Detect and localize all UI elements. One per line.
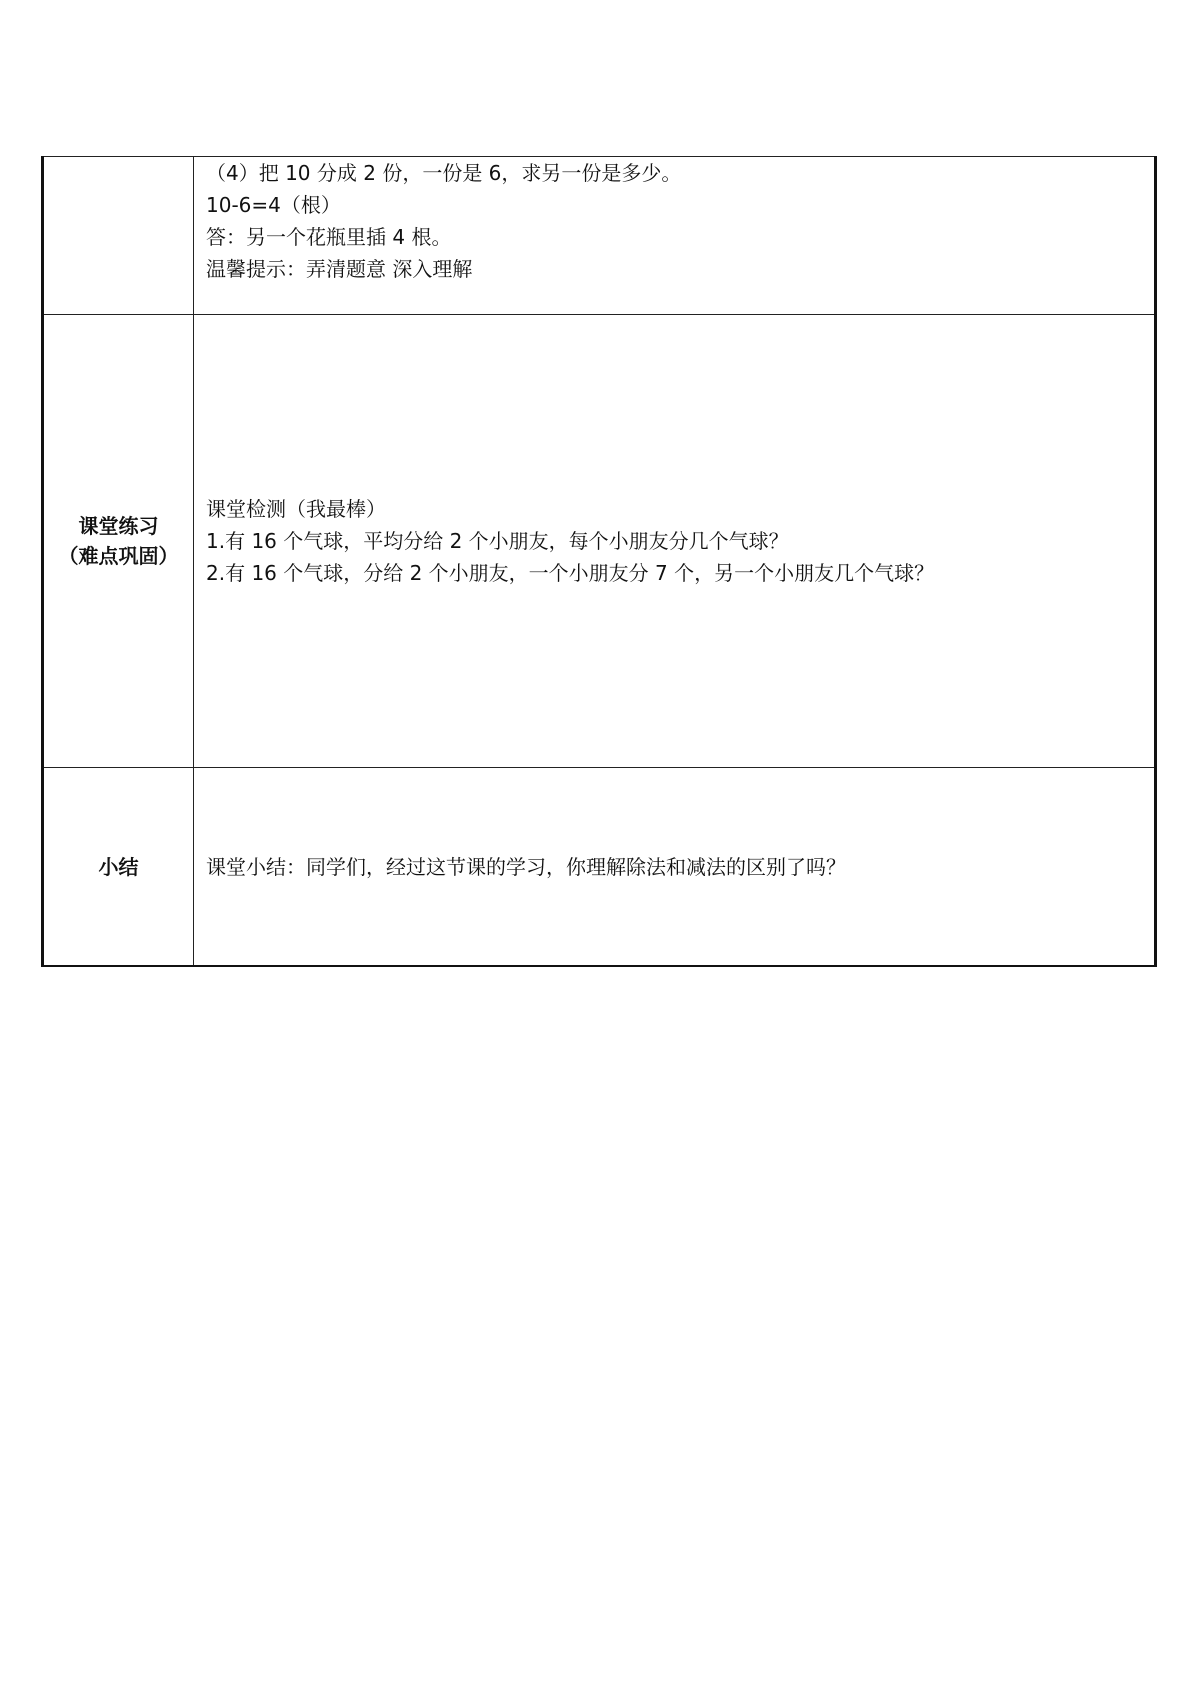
practice-question-2: 2.有 16 个气球，分给 2 个小朋友，一个小朋友分 7 个，另一个小朋友几个气球？ [206,561,935,585]
lesson-plan-table [41,156,1157,967]
row-label-class-practice [43,315,194,768]
table-row-class-practice [43,315,1156,768]
equation-line: 10-6=4（根） [206,193,341,217]
practice-heading: 课堂检测（我最棒） [206,497,386,521]
problem-statement: （4）把 10 分成 2 份，一份是 6，求另一份是多少。 [206,161,682,185]
tip-line: 温馨提示：弄清题意 深入理解 [206,257,473,281]
table-row-worked-example [43,157,1156,315]
summary-cell [194,768,1156,967]
class-practice-cell [194,315,1156,768]
summary-text: 课堂小结：同学们，经过这节课的学习，你理解除法和减法的区别了吗？ [206,854,846,879]
label-class-practice: 课堂练习 [78,514,159,538]
worked-example-cell [194,157,1156,315]
table-row-summary [43,768,1156,967]
practice-question-1: 1.有 16 个气球，平均分给 2 个小朋友，每个小朋友分几个气球？ [206,529,789,553]
row-label-empty [43,157,194,315]
row-label-summary [43,768,194,967]
answer-line: 答：另一个花瓶里插 4 根。 [206,225,452,249]
label-difficulty-review: （难点巩固） [58,544,179,568]
label-summary: 小结 [98,854,139,879]
